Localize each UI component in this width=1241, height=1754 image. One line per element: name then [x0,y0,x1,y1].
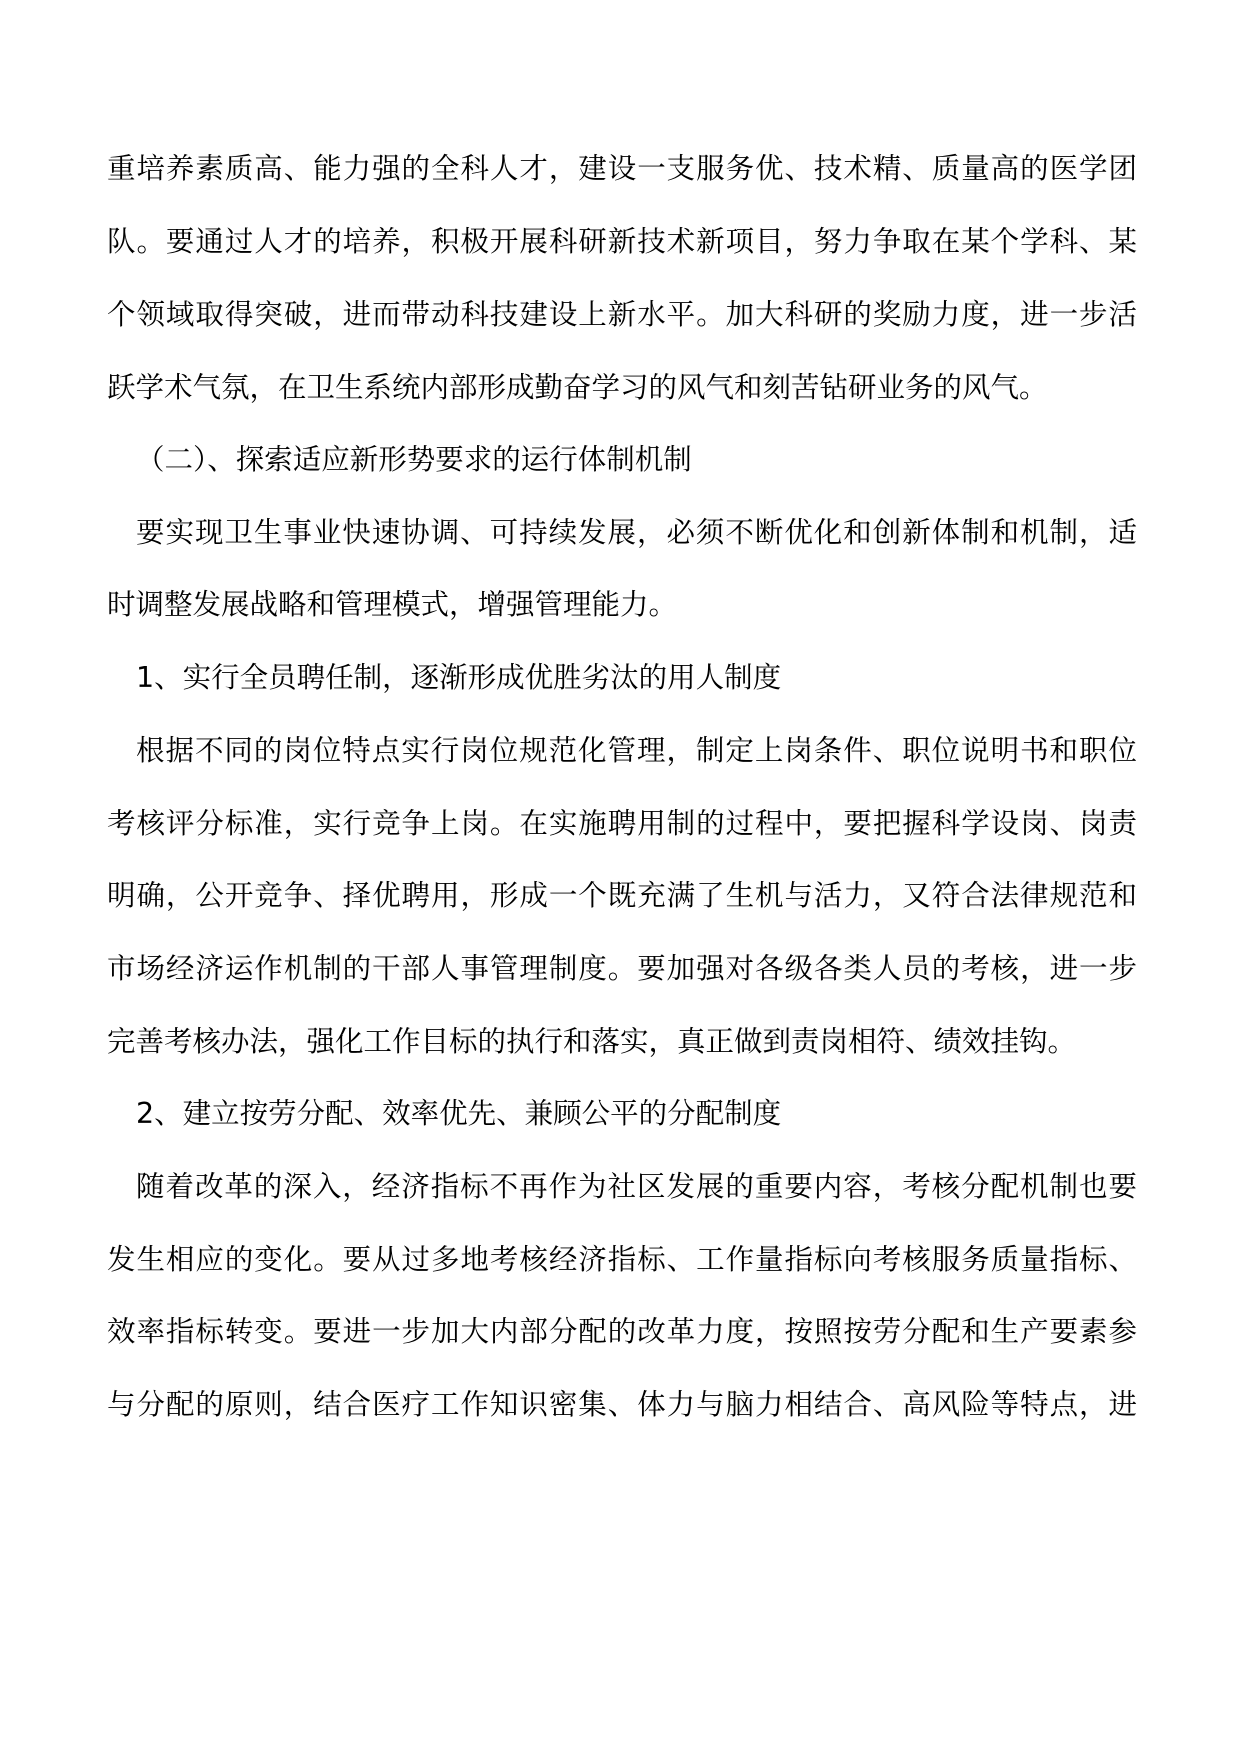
paragraph-line: 时调整发展战略和管理模式，增强管理能力。 [107,588,678,621]
paragraph-line: 跃学术气氛，在卫生系统内部形成勤奋学习的风气和刻苦钻研业务的风气。 [107,371,1048,404]
subsection-heading: 2、建立按劳分配、效率优先、兼顾公平的分配制度 [136,1097,782,1130]
subsection-heading: 1、实行全员聘任制，逐渐形成优胜劣汰的用人制度 [136,661,782,694]
paragraph-line: 个领域取得突破，进而带动科技建设上新水平。加大科研的奖励力度，进一步活 [107,298,1137,331]
paragraph-line: 队。要通过人才的培养，积极开展科研新技术新项目，努力争取在某个学科、某 [107,225,1137,258]
paragraph-line: 随着改革的深入，经济指标不再作为社区发展的重要内容，考核分配机制也要 [136,1170,1137,1203]
paragraph-line: 完善考核办法，强化工作目标的执行和落实，真正做到责岗相符、绩效挂钩。 [107,1025,1077,1058]
paragraph-line: 重培养素质高、能力强的全科人才，建设一支服务优、技术精、质量高的医学团 [107,152,1137,185]
paragraph-line: 根据不同的岗位特点实行岗位规范化管理，制定上岗条件、职位说明书和职位 [136,734,1137,767]
paragraph-line: 与分配的原则，结合医疗工作知识密集、体力与脑力相结合、高风险等特点，进 [107,1388,1137,1421]
paragraph-line: 发生相应的变化。要从过多地考核经济指标、工作量指标向考核服务质量指标、 [107,1243,1137,1276]
paragraph-line: 要实现卫生事业快速协调、可持续发展，必须不断优化和创新体制和机制，适 [136,516,1137,549]
paragraph-line: 考核评分标准，实行竞争上岗。在实施聘用制的过程中，要把握科学设岗、岗责 [107,807,1137,840]
paragraph-line: 效率指标转变。要进一步加大内部分配的改革力度，按照按劳分配和生产要素参 [107,1315,1137,1348]
paragraph-line: 明确，公开竞争、择优聘用，形成一个既充满了生机与活力，又符合法律规范和 [107,879,1137,912]
paragraph-line: 市场经济运作机制的干部人事管理制度。要加强对各级各类人员的考核，进一步 [107,952,1137,985]
section-heading: （二）、探索适应新形势要求的运行体制机制 [136,443,692,476]
